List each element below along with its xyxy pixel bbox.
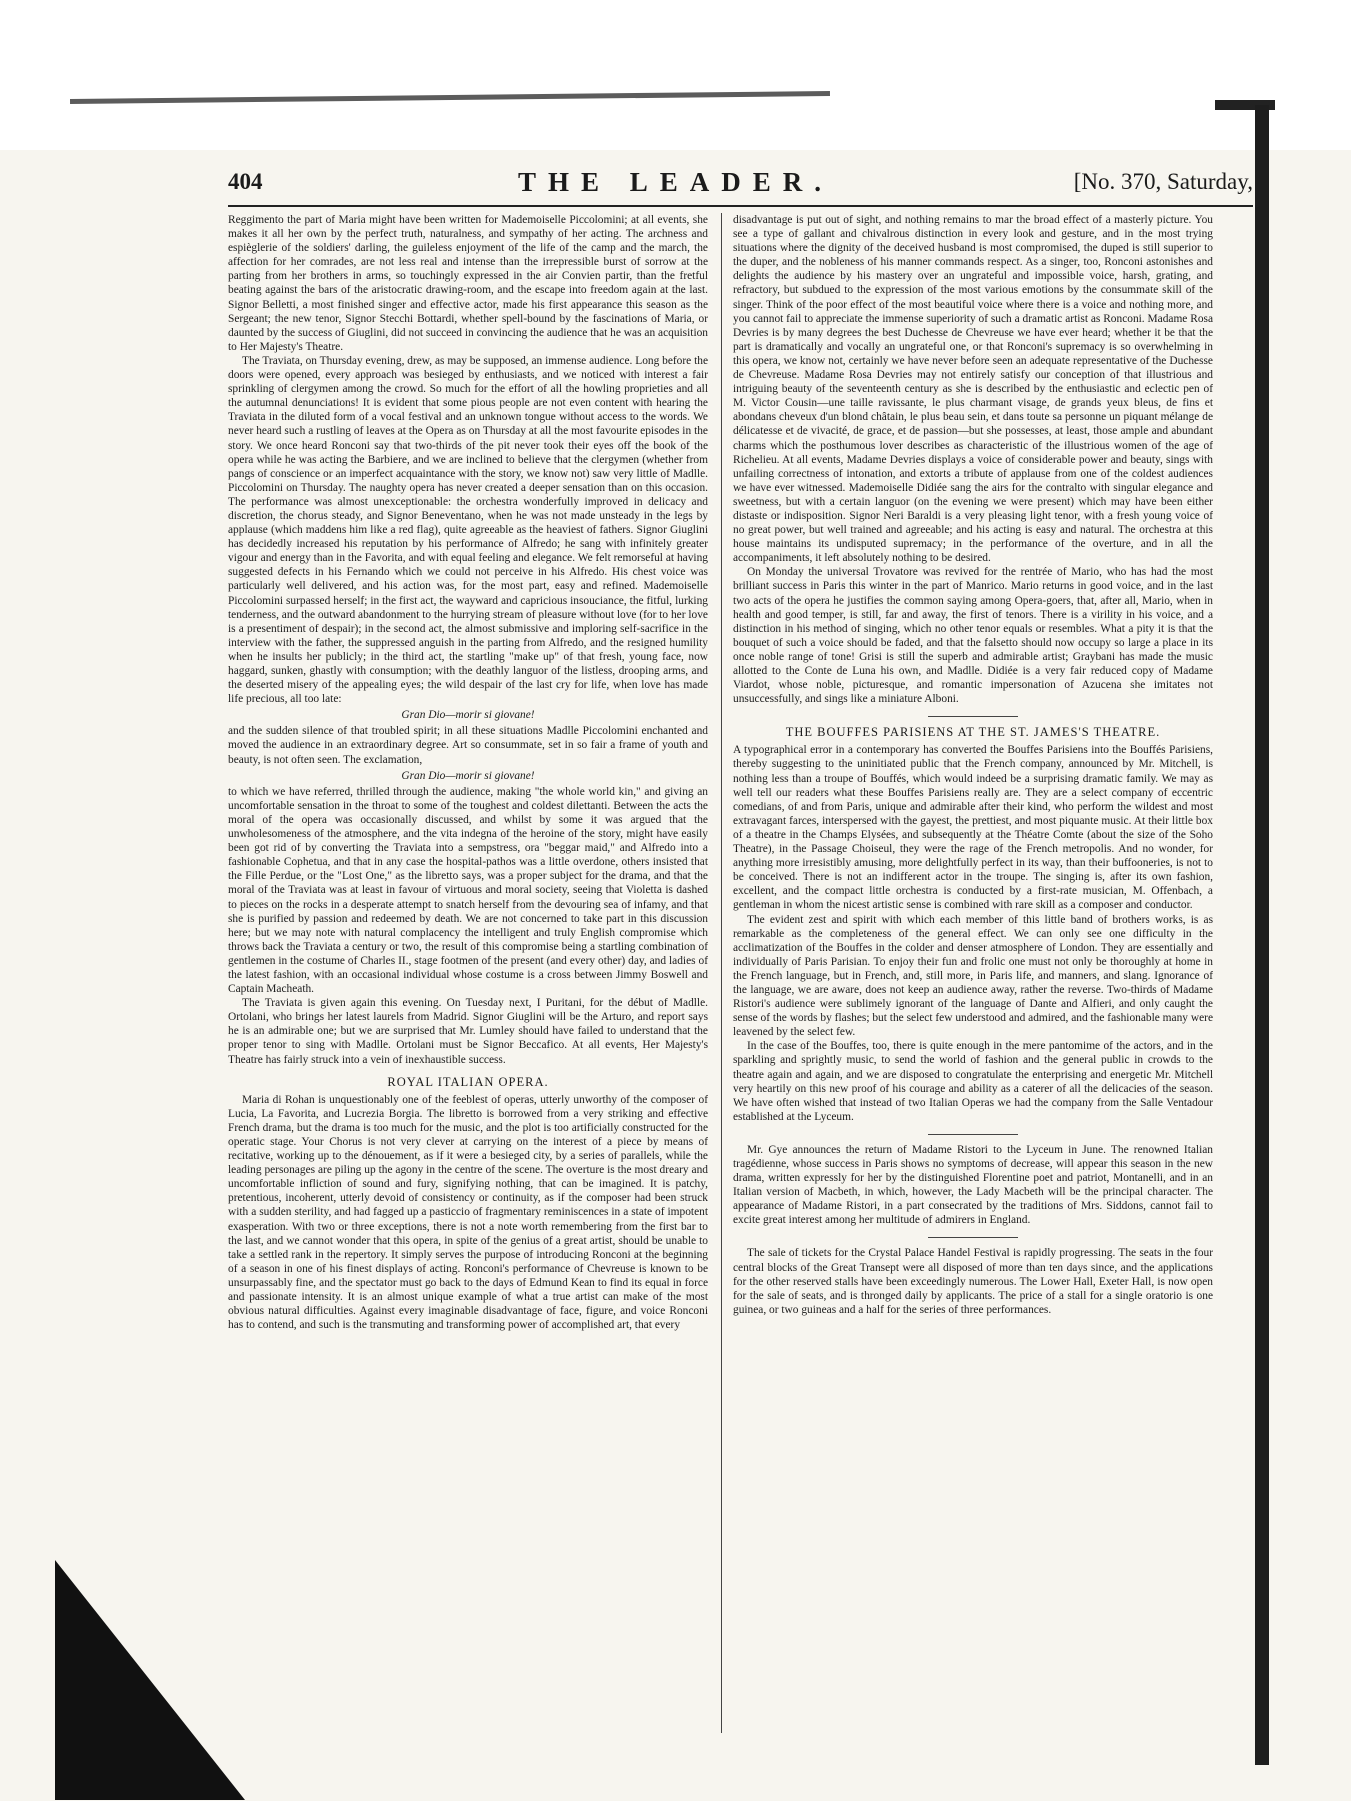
article-paragraph: On Monday the universal Trovatore was revived for the rentrée of Mario, who has had the most brilliant success in Paris this winter in the part of Manrico. Mario returns in good voice, and in the last two acts of the opera he justifies the common saying among Opera-goers, that, after all, Mario, when in health and good temper, is still, far and away, the first of tenors. There is a virility in his voice, and a distinction in his method of singing, which no other tenor equals or resembles. What a pity it is that the bouquet of such a voice should be faded, and that the falsetto should now occupy so large a place in its once noble range of tone! Grisi is still the superb and admirable artist; Graybani has made the music allotted to the Conte de Luna his own, and Madlle. Didiée is a very fair reduced copy of Madame Viardot, whose noble, picturesque, and romantic impersonation of Azucena she imitates not unsuccessfully, and sings like a miniature Alboni. xyxy=(733,566,1213,706)
column-rule xyxy=(721,213,722,1733)
article-paragraph: The Traviata, on Thursday evening, drew, as may be supposed, an immense audience. Long before the doors were opened, every approach was besieged by enthusiasts, and we noticed with interest a fair sprinkling of clergymen among the crowd. So much for the effort of all the howling proprieties and all the autumnal denunciations! It is evident that some pious people are not even content with hearing the Traviata in the diluted form of a vocal festival and an unknown tongue without access to the words. We never heard such a rustling of leaves at the Opera as on Thursday at all the most favourite episodes in the story. We once heard Ronconi say that two-thirds of the pit never took their eyes off the book of the opera while he was acting the Barbiere, and we are inclined to believe that the clergymen (whether from pangs of conscience or an imperfect acquaintance with the story, we know not) saw very little of Madlle. Piccolomini on Thursday. The naughty opera has never created a deeper sensation than on this occasion. The performance was almost unexceptionable: the orchestra wonderfully improved in delicacy and discretion, the chorus steady, and Signor Beneventano, when he was not made unsteady in the legs by applause (which maddens him like a red flag), quite agreeable as the heaviest of fathers. Signor Giuglini has decidedly increased his reputation by his performance of Alfredo; he sang with infinitely greater vigour and energy than in the Favorita, and with equal feeling and elegance. We felt remorseful at having suggested defects in his Fernando which we could not perceive in his Alfredo. His chest voice was particularly well delivered, and his action was, for the most part, easy and refined. Mademoiselle Piccolomini surpassed herself; in the first act, the wayward and capricious insouciance, the fitful, lurking tenderness, and the outward abandonment to the hurrying stream of pleasure without love (for to her love is a presentiment of despair); in the second act, the almost submissive and imploring self-sacrifice in the interview with the father, the suppressed anguish in the parting from Alfredo, and the resigned humility when he insults her publicly; in the third act, the startling "make up" of that fresh, young face, now haggard, sunken, ghastly with consumption; with the deathly languor of the listless, drooping arms, and the deserted misery of the appealing eyes; the wild despair of the last cry for life, when love has made life precious, all too late: xyxy=(228,354,708,706)
article-paragraph: The evident zest and spirit with which each member of this little band of brothers works, is as remarkable as the completeness of the general effect. We can only see one difficulty in the acclimatization of the Bouffes in the colder and denser atmosphere of London. They are essentially and individually of Paris Parisian. To enjoy their fun and frolic one must not only be thoroughly at home in the French language, but in French, and, still more, in Paris life, and manners, and slang. Ignorance of the language, we are aware, does not keep an audience away, rather the reverse. Two-thirds of Madame Ristori's audience were sublimely ignorant of the language of Dante and Alfieri, and only caught the sense of the words by flashes; but the select few understood and admired, and the fashionable many were leavened by the select few. xyxy=(733,913,1213,1039)
article-paragraph: Maria di Rohan is unquestionably one of the feeblest of operas, utterly unworthy of the composer of Lucia, La Favorita, and Lucrezia Borgia. The libretto is borrowed from a very striking and effective French drama, but the drama is too much for the music, and the plot is too artificially constructed for the operatic stage. Your Chorus is not very clever at carrying on the interest of a piece by means of recitative, working up to the dénouement, as if it were a besieged city, by a series of parallels, while the leading personages are piling up the agony in the centre of the scene. The overture is the most dreary and uncomfortable infliction of sound and fury, signifying nothing, that can be imagined. It is patchy, pretentious, incoherent, utterly devoid of consistency or continuity, as if the composer had been struck with a sudden sterility, and had fagged up a pasticcio of fragmentary reminiscences in a state of impotent exasperation. With two or three exceptions, there is not a note worth remembering from the first bar to the last, and we cannot wonder that this opera, in spite of the genius of a great artist, should be unable to take a settled rank in the repertory. It simply serves the purpose of introducing Ronconi at the beginning of a season in one of his finest displays of acting. Ronconi's performance of Chevreuse is known to be unsurpassably fine, and the spectator must go back to the days of Edmund Kean to find its equal in force and passionate intensity. It is an almost unique example of what a true artist can make of the most obvious natural difficulties. Against every imaginable disadvantage of face, figure, and voice Ronconi has to contend, and such is the transmuting and transforming power of accomplished art, that every xyxy=(228,1093,708,1332)
article-paragraph: Mr. Gye announces the return of Madame Ristori to the Lyceum in June. The renowned Italian tragédienne, whose success in Paris shows no symptoms of decrease, will appear this season in the new drama, written expressly for her by the distinguished Florentine poet and patriot, Montanelli, and in an Italian version of Macbeth, in which, however, the Lady Macbeth will be the principal character. The appearance of Madame Ristori, in a part consecrated by the traditions of Mrs. Siddons, cannot fail to excite great interest among her multitude of admirers in England. xyxy=(733,1143,1213,1227)
article-paragraph: The Traviata is given again this evening. On Tuesday next, I Puritani, for the début of Madlle. Ortolani, who brings her latest laurels from Madrid. Signor Giuglini will be the Arturo, and report says he is an admirable one; but we are surprised that Mr. Lumley should have failed to understand that the proper tenor to sing with Madlle. Ortolani must be Signor Beccafico. At all events, Her Majesty's Theatre has fairly struck into a vein of inexhaustible success. xyxy=(228,997,708,1066)
section-divider xyxy=(928,1134,1018,1135)
section-heading-bouffes-parisiens: THE BOUFFES PARISIENS AT THE ST. JAMES'S THEATRE. xyxy=(785,725,1161,740)
scan-corner-shadow xyxy=(55,1560,245,1800)
issue-number: [No. 370, Saturday, xyxy=(1073,169,1253,194)
binding-shadow xyxy=(1255,105,1269,1765)
article-paragraph: to which we have referred, thrilled through the audience, making "the whole world kin," and giving an uncomfortable sensation in the throat to some of the toughest and coldest dilettanti. Between the acts the moral of the opera was occasionally discussed, and whilst by some it was argued that the unwholesomeness of the atmosphere, and the vita indegna of the heroine of the story, might have easily been got rid of by converting the Traviata into a sempstress, ora "beggar maid," and Alfredo into a fashionable Cophetua, and that in any case the hospital-pathos was a little overdone, others insisted that the Fille Perdue, or the "Lost One," as the libretto says, was a proper subject for the drama, and that the moral of the Traviata was at least in favour of virtuous and moral society, seeing that Violetta is dashed to pieces on the rocks in a desperate attempt to snatch herself from the devouring sea of infamy, and that she is purified by passion and redeemed by death. We are not concerned to take part in this discussion here; but we may note with natural complacency the intelligent and truly English compromise which throws back the Traviata a century or two, the result of this compromise being a startling combination of gentlemen in the costume of Charles II., stage footmen of the present (and every other) day, and ladies of the latest fashion, with an occasional individual whose costume is a cross between Jimmy Boswell and Captain Macheath. xyxy=(228,785,708,996)
section-heading-royal-italian-opera: ROYAL ITALIAN OPERA. xyxy=(387,1074,549,1089)
verse-quote: Gran Dio—morir si giovane! xyxy=(401,709,535,722)
article-paragraph: and the sudden silence of that troubled spirit; in all these situations Madlle Piccolomini enchanted and moved the audience in an extraordinary degree. Art so consummate, set in so fair a frame of youth and beauty, is not often seen. The exclamation, xyxy=(228,725,708,766)
section-divider xyxy=(928,716,1018,717)
article-paragraph: disadvantage is put out of sight, and nothing remains to mar the broad effect of a masterly picture. You see a type of gallant and chivalrous distinction in every look and gesture, and in the most trying situations where the dignity of the deceived husband is most compromised, the duped is still superior to the duper, and the nobleness of his manner commands respect. As a singer, too, Ronconi astonishes and delights the audience by his mastery over an ungrateful and impossible voice, harsh, grating, and refractory, but subdued to the expression of the most various emotions by the consummate skill of the singer. Think of the poor effect of the most beautiful voice where there is a voice and nothing more, and you cannot fail to appreciate the immense superiority of such a dramatic artist as Ronconi. Madame Rosa Devries is by many degrees the best Duchesse de Chevreuse we have ever heard; whether it be that the part is dramatically and vocally an ungrateful one, or that Ronconi's supremacy is so overwhelming in this opera, we know not, certainly we have never before seen an adequate representative of the Duchesse de Chevreuse. Madame Rosa Devries may not entirely satisfy our conception of that illustrious and intriguing beauty of the seventeenth century as she is described by the enthusiastic and eclectic pen of M. Victor Cousin—une taille ravissante, le plus charmant visage, de grands yeux bleus, de fins et abondans cheveux d'un blond châtain, le plus beau sein, et dans toute sa personne un piquant mélange de délicatesse et de vivacité, de grace, et de passion—but she possesses, at least, those ample and abundant charms which the posthumous lover describes as characteristic of the illustrious women of the age of Richelieu. At all events, Madame Devries displays a voice of considerable power and beauty, sings with unfailing correctness of intonation, and extorts a tribute of applause from one of the coldest audiences we have ever witnessed. Mademoiselle Didiée sang the airs for the contralto with singular elegance and sweetness, but with a certain languor (on the evening we were present) which may have been either distaste or indisposition. Signor Neri Baraldi is a very pleasing light tenor, with a fresh young voice of no great power, but well trained and agreeable; and his acting is easy and natural. The orchestra at this house maintains its undisputed supremacy; in the performance of the overture, and in all the accompaniments, it left absolutely nothing to be desired. xyxy=(733,214,1213,565)
article-paragraph: A typographical error in a contemporary has converted the Bouffes Parisiens into the Bouffés Parisiens, thereby suggesting to the uninitiated public that the French company, announced by Mr. Mitchell, is nothing less than a troupe of Bouffés, which would indeed be a surprising dramatic family. We may as well tell our readers what these Bouffes Parisiens really are. They are a select company of eccentric comedians, of and from Paris, unique and admirable after their kind, who perform the wildest and most extravagant farces, interspersed with the gayest, the prettiest, and most piquante music. At their little box of a theatre in the Champs Elysées, and subsequently at the Théatre Comte (about the size of the Soho Theatre), in the Passage Choiseul, they were the rage of the French metropolis. And no wonder, for anything more irresistibly amusing, more delightfully perfect in its way, than their buffooneries, is not to be conceived. There is not an indifferent actor in the troupe. The singing is, after its own fashion, excellent, and the compact little orchestra is conducted by a first-rate musician, M. Offenbach, a gentleman in whom the nicest artistic sense is combined with rare skill as a composer and conductor. xyxy=(733,744,1213,912)
article-paragraph: The sale of tickets for the Crystal Palace Handel Festival is rapidly progressing. The seats in the four central blocks of the Great Transept were all disposed of more than ten days since, and the applications for the other reserved stalls have been exceedingly numerous. The Lower Hall, Exeter Hall, is now open for the sale of seats, and is thronged daily by applicants. The price of a stall for a single oratorio is one guinea, or two guineas and a half for the series of three performances. xyxy=(733,1247,1213,1316)
newspaper-title: THE LEADER. xyxy=(518,167,834,197)
scan-margin-top xyxy=(0,0,1351,150)
right-column xyxy=(733,213,1213,1733)
left-column xyxy=(228,213,708,1733)
article-paragraph: Reggimento the part of Maria might have been written for Mademoiselle Piccolomini; at all events, she makes it all her own by the perfect truth, naturalness, and sympathy of her acting. The archness and espièglerie of the soldiers' darling, the guileless enjoyment of the life of the camp and the march, the affection for her comrades, are not less real and intense than the irrepressible burst of sorrow at the parting from her brothers in arms, so touchingly expressed in the air Convien partir, than the fretful beating against the bars of the aristocratic drawing-room, and the escape into freedom again at the last. Signor Belletti, a most finished singer and effective actor, made his first appearance this season as the Sergeant; the new tenor, Signor Stecchi Bottardi, whether spell-bound by the fascinations of Maria, or daunted by the success of Giuglini, did not succeed in convincing the audience that he was an acquisition to Her Majesty's Theatre. xyxy=(228,214,708,353)
newspaper-page xyxy=(228,165,1253,1755)
verse-quote: Gran Dio—morir si giovane! xyxy=(401,769,535,782)
page-number: 404 xyxy=(228,169,263,194)
section-divider xyxy=(928,1237,1018,1238)
article-paragraph: In the case of the Bouffes, too, there is quite enough in the mere pantomime of the actors, and in the sparkling and sprightly music, to send the world of fashion and the general public in crowds to the theatre again and again, and we are disposed to congratulate the enterprising and energetic Mr. Mitchell very heartily on this new proof of his courage and ability as a caterer of all the delicacies of the season. We have often wished that instead of two Italian Operas we had the company from the Salle Ventadour established at the Lyceum. xyxy=(733,1040,1213,1123)
masthead xyxy=(228,165,1253,207)
